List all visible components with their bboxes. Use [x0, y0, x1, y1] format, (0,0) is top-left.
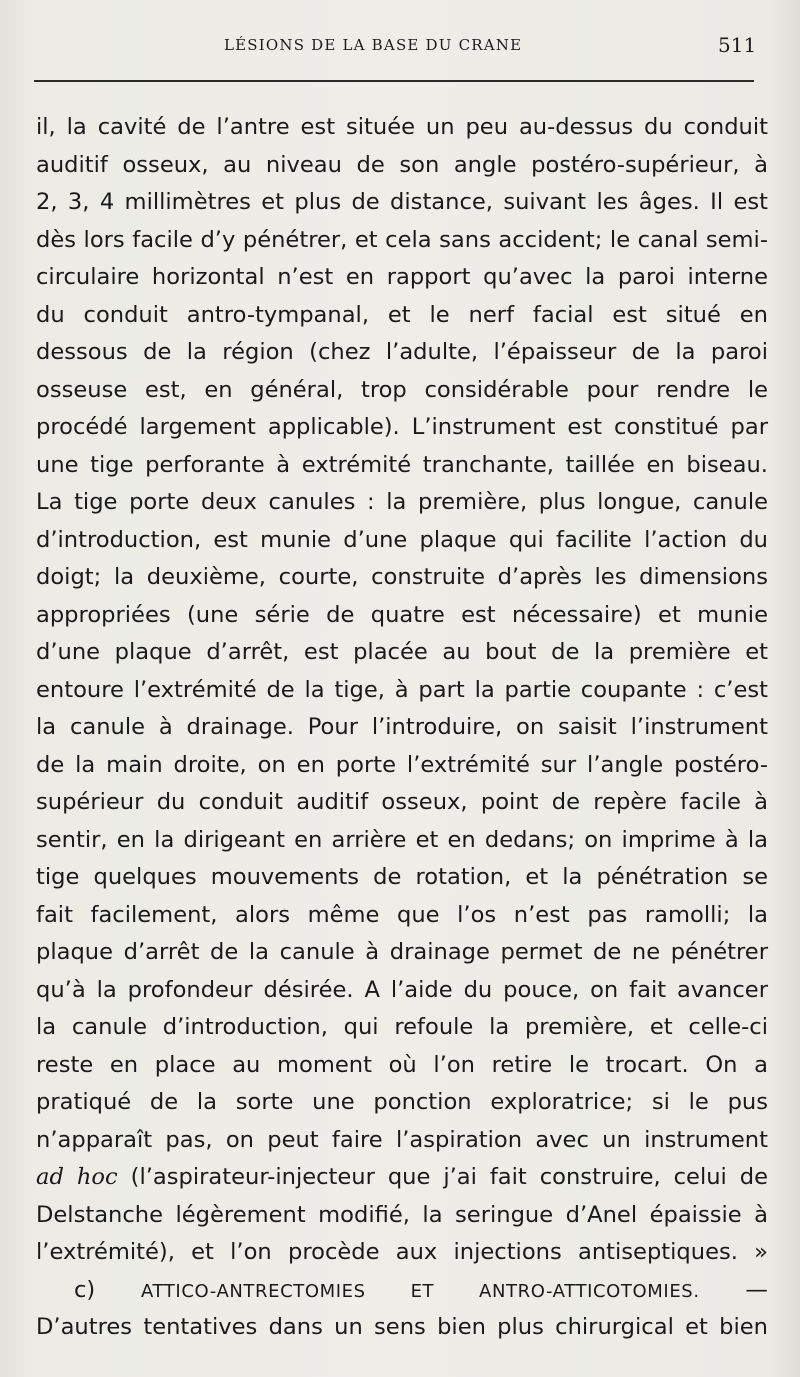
text-line: procédé largement applicable). L’instrument est constitué par	[36, 414, 768, 440]
text-line: fait facilement, alors même que l’os n’est pas ramolli; la	[36, 901, 768, 928]
text-line: plaque d’arrêt de la canule à drainage permet de ne pénétrer	[36, 939, 768, 965]
section-heading-line	[36, 1272, 768, 1310]
text-line: l’extrémité), et l’on procède aux injections antiseptiques. »	[36, 1239, 768, 1265]
text-line: une tige perforante à extrémité tranchante, taillée en biseau.	[36, 451, 768, 478]
text-line: D’autres tentatives dans un sens bien plus chirurgical et bien	[36, 1314, 768, 1340]
text-line: pratiqué de la sorte une ponction exploratrice; si le pus	[36, 1089, 768, 1115]
section-dash: —	[699, 1276, 768, 1303]
text-line: doigt; la deuxième, courte, construite d’après les dimensions	[36, 564, 768, 590]
ad-hoc-italic: ad hoc	[36, 1164, 118, 1190]
text-line: il, la cavité de l’antre est située un peu au-dessus du conduit	[36, 114, 768, 140]
page-number: 511	[718, 33, 757, 57]
body-text	[36, 109, 768, 1347]
header-rule	[34, 80, 754, 82]
text-line: supérieur du conduit auditif osseux, point de repère facile à	[36, 789, 768, 815]
text-line: sentir, en la dirigeant en arrière et en dedans; on imprime à la	[36, 826, 768, 853]
section-title: ATTICO-ANTRECTOMIES ET ANTRO-ATTICOTOMIES.	[141, 1280, 700, 1302]
text-line: dessous de la région (chez l’adulte, l’épaisseur de la paroi	[36, 339, 768, 365]
text-line-ad-hoc	[36, 1159, 768, 1197]
text-line: du conduit antro-tympanal, et le nerf facial est situé en	[36, 301, 768, 328]
text-line: d’introduction, est munie d’une plaque qui facilite l’action du	[36, 526, 768, 553]
text-line: auditif osseux, au niveau de son angle postéro-supérieur, à	[36, 151, 768, 178]
text-line: Delstanche légèrement modifié, la seringue d’Anel épaissie à	[36, 1201, 768, 1228]
text-line: de la main droite, on en porte l’extrémité sur l’angle postéro-	[36, 751, 768, 778]
text-line: la canule à drainage. Pour l’introduire, on saisit l’instrument	[36, 714, 768, 740]
text-line: appropriées (une série de quatre est nécessaire) et munie	[36, 601, 768, 628]
text-line: qu’à la profondeur désirée. A l’aide du pouce, on fait avancer	[36, 976, 768, 1003]
section-label: c)	[74, 1276, 96, 1303]
text-line: dès lors facile d’y pénétrer, et cela sans accident; le canal semi-	[36, 226, 768, 253]
text-line: reste en place au moment où l’on retire le trocart. On a	[36, 1051, 768, 1078]
text-line: 2, 3, 4 millimètres et plus de distance, suivant les âges. Il est	[36, 189, 768, 215]
text-line: d’une plaque d’arrêt, est placée au bout de la première et	[36, 639, 768, 665]
text-line: entoure l’extrémité de la tige, à part la partie coupante : c’est	[36, 676, 768, 703]
text-line: circulaire horizontal n’est en rapport qu’avec la paroi interne	[36, 264, 768, 290]
text-line: la canule d’introduction, qui refoule la première, et celle-ci	[36, 1014, 768, 1040]
text-line: tige quelques mouvements de rotation, et la pénétration se	[36, 864, 768, 890]
running-title: LÉSIONS DE LA BASE DU CRANE	[224, 36, 523, 54]
running-head	[0, 33, 800, 60]
text-line: n’apparaît pas, on peut faire l’aspiration avec un instrument	[36, 1126, 768, 1153]
text-line: La tige porte deux canules : la première, plus longue, canule	[36, 489, 768, 515]
text-line: osseuse est, en général, trop considérable pour rendre le	[36, 376, 768, 403]
ad-hoc-rest: (l’aspirateur-injecteur que j’ai fait construire, celui de	[117, 1164, 768, 1190]
